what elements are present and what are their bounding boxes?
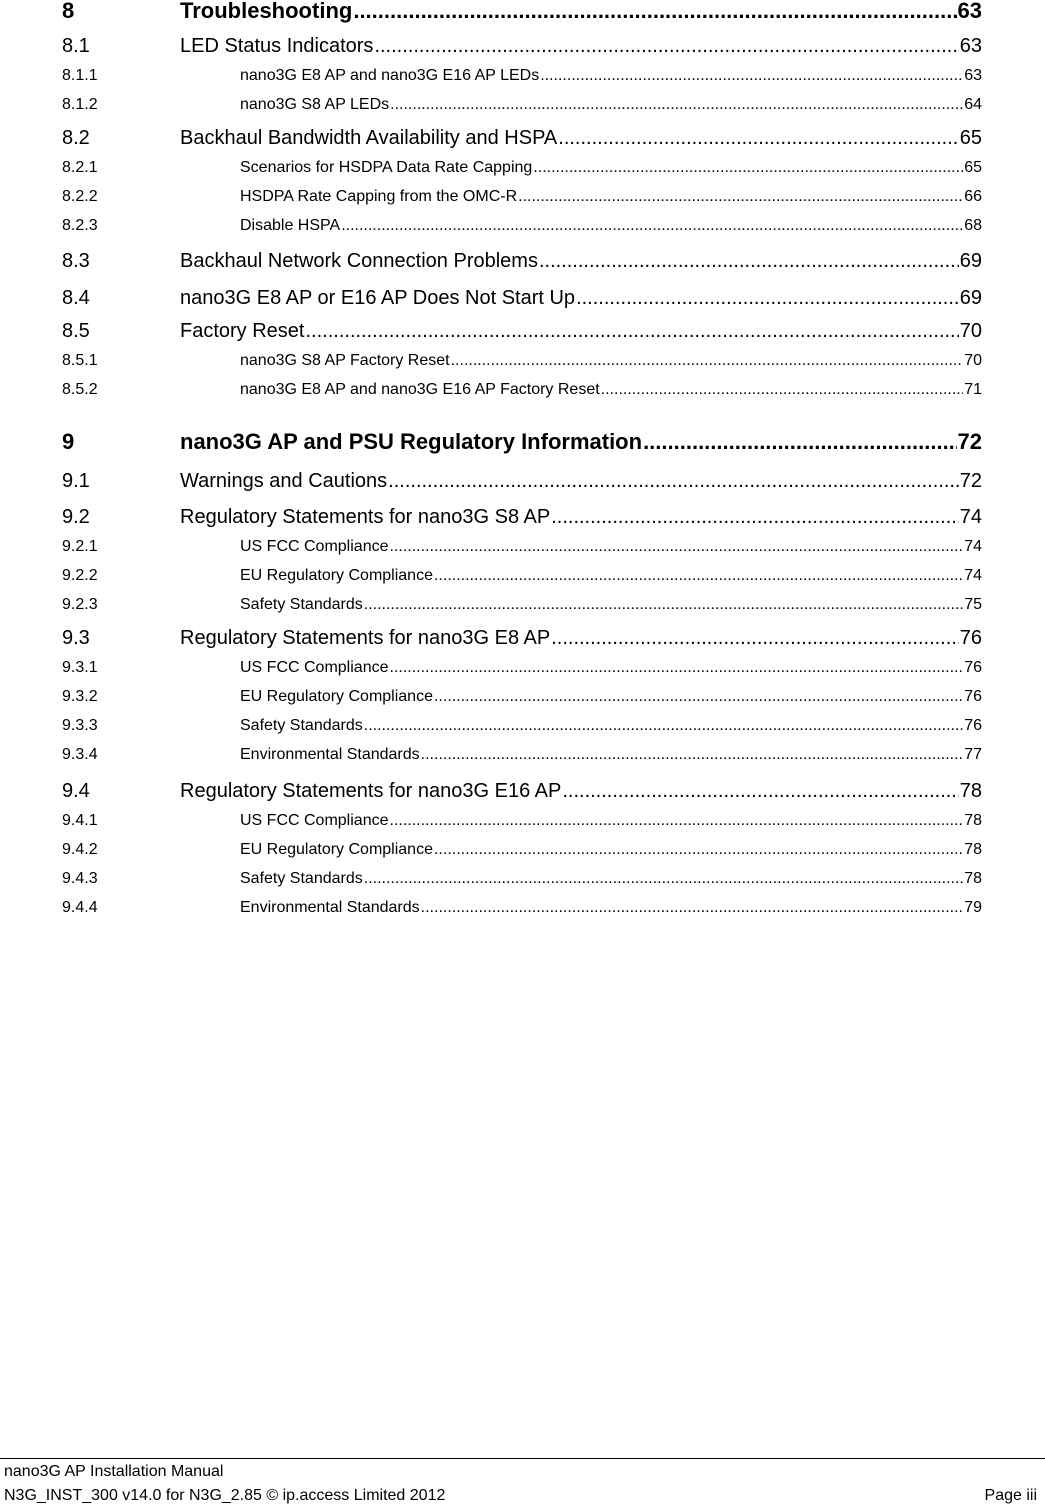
toc-entry-title: Backhaul Bandwidth Availability and HSPA [180, 127, 558, 149]
toc-entry[interactable] [62, 321, 982, 341]
toc-entry-title: Disable HSPA [240, 217, 341, 234]
toc-entry[interactable] [62, 471, 982, 491]
toc-leader-dots [305, 321, 958, 341]
toc-entry-number: 8.1.2 [62, 96, 98, 113]
toc-entry-title: nano3G AP and PSU Regulatory Information [180, 429, 643, 454]
toc-entry-title: Troubleshooting [180, 0, 353, 23]
toc-leader-dots [389, 660, 963, 676]
toc-entry[interactable] [62, 747, 982, 763]
toc-entry-number: 9.2 [62, 506, 90, 528]
toc-entry-page: 69 [959, 250, 982, 272]
toc-entry-number: 8.4 [62, 287, 90, 309]
toc-entry[interactable] [62, 568, 982, 584]
toc-leader-dots [353, 0, 956, 22]
toc-entry[interactable] [62, 842, 982, 858]
toc-entry-number: 9.3 [62, 627, 90, 649]
toc-entry-page: 78 [964, 870, 982, 887]
toc-entry[interactable] [62, 97, 982, 113]
toc-entry-number: 8 [62, 0, 75, 23]
toc-entry-title: Regulatory Statements for nano3G E8 AP [180, 627, 551, 649]
toc-entry-number: 8.5.1 [62, 352, 98, 369]
toc-entry-title: US FCC Compliance [240, 538, 389, 555]
toc-entry[interactable] [62, 660, 982, 676]
toc-entry-title: Safety Standards [240, 870, 363, 887]
page-footer [0, 1458, 1045, 1504]
toc-entry[interactable] [62, 288, 982, 308]
toc-entry[interactable] [62, 36, 982, 56]
toc-leader-dots [601, 382, 964, 398]
toc-entry[interactable] [62, 218, 982, 234]
toc-leader-dots [558, 128, 958, 148]
toc-leader-dots [421, 900, 964, 916]
toc-entry[interactable] [62, 251, 982, 271]
toc-entry-number: 9.3.2 [62, 688, 98, 705]
toc-entry-page: 74 [964, 567, 982, 584]
toc-entry[interactable] [62, 539, 982, 555]
toc-entry[interactable] [62, 189, 982, 205]
toc-entry-number: 8.1.1 [62, 67, 98, 84]
toc-entry-title: nano3G E8 AP and nano3G E16 AP LEDs [240, 67, 540, 84]
toc-entry[interactable] [62, 718, 982, 734]
toc-entry-title: Safety Standards [240, 717, 363, 734]
toc-entry-page: 78 [964, 812, 982, 829]
toc-entry-page: 76 [964, 717, 982, 734]
toc-entry-title: Environmental Standards [240, 746, 420, 763]
toc-entry-title: Factory Reset [180, 320, 305, 342]
toc-entry-page: 72 [959, 470, 982, 492]
toc-leader-dots [434, 568, 963, 584]
toc-leader-dots [364, 597, 963, 613]
toc-entry[interactable] [62, 597, 982, 613]
toc-leader-dots [389, 539, 963, 555]
toc-entry-page: 74 [964, 538, 982, 555]
toc-entry-title: EU Regulatory Compliance [240, 688, 433, 705]
toc-entry-page: 79 [964, 899, 982, 916]
toc-entry[interactable] [62, 507, 982, 527]
toc-entry[interactable] [62, 68, 982, 84]
toc-entry-title: nano3G S8 AP Factory Reset [240, 352, 450, 369]
toc-entry[interactable] [62, 0, 982, 22]
toc-leader-dots [434, 842, 963, 858]
toc-entry[interactable] [62, 128, 982, 148]
toc-leader-dots [451, 353, 964, 369]
toc-entry-page: 77 [964, 746, 982, 763]
toc-entry-page: 65 [959, 127, 982, 149]
toc-entry-page: 76 [964, 688, 982, 705]
footer-document-info: N3G_INST_300 v14.0 for N3G_2.85 © ip.access Limited 2012 [4, 1487, 446, 1504]
toc-entry-page: 76 [959, 627, 982, 649]
toc-entry-title: US FCC Compliance [240, 659, 389, 676]
toc-leader-dots [533, 160, 963, 176]
toc-entry[interactable] [62, 382, 982, 398]
toc-entry-number: 8.2.1 [62, 159, 98, 176]
footer-manual-title: nano3G AP Installation Manual [4, 1463, 224, 1480]
toc-entry-title: Backhaul Network Connection Problems [180, 250, 538, 272]
toc-entry-number: 9.4 [62, 780, 90, 802]
toc-entry-title: LED Status Indicators [180, 35, 374, 57]
toc-entry-page: 70 [959, 320, 982, 342]
toc-entry-number: 8.2 [62, 127, 90, 149]
toc-leader-dots [341, 218, 963, 234]
toc-leader-dots [540, 68, 963, 84]
toc-entry-number: 8.5.2 [62, 381, 98, 398]
toc-entry-title: EU Regulatory Compliance [240, 567, 433, 584]
toc-leader-dots [364, 871, 963, 887]
toc-entry-number: 9 [62, 429, 75, 454]
toc-entry-page: 65 [964, 159, 982, 176]
toc-entry-number: 9.4.2 [62, 841, 98, 858]
toc-entry-page: 66 [964, 188, 982, 205]
toc-leader-dots [390, 97, 963, 113]
toc-entry-page: 78 [959, 780, 982, 802]
toc-entry[interactable] [62, 900, 982, 916]
toc-entry[interactable] [62, 160, 982, 176]
toc-leader-dots [576, 288, 959, 308]
toc-entry-page: 63 [959, 35, 982, 57]
toc-entry[interactable] [62, 353, 982, 369]
toc-entry[interactable] [62, 431, 982, 453]
toc-entry-page: 63 [964, 67, 982, 84]
toc-entry[interactable] [62, 689, 982, 705]
toc-entry-page: 72 [957, 429, 982, 454]
toc-leader-dots [551, 628, 959, 648]
toc-entry-page: 75 [964, 596, 982, 613]
toc-entry-title: HSDPA Rate Capping from the OMC-R [240, 188, 518, 205]
toc-entry-page: 64 [964, 96, 982, 113]
toc-entry-number: 9.3.4 [62, 746, 98, 763]
toc-entry-number: 9.2.2 [62, 567, 98, 584]
toc-entry-page: 78 [964, 841, 982, 858]
toc-entry-number: 8.5 [62, 320, 90, 342]
toc-entry-title: Environmental Standards [240, 899, 420, 916]
toc-entry-page: 74 [959, 506, 982, 528]
toc-entry-number: 9.3.1 [62, 659, 98, 676]
toc-entry-page: 69 [959, 287, 982, 309]
toc-entry-page: 71 [964, 381, 982, 398]
toc-entry-page: 63 [957, 0, 982, 23]
toc-entry-title: nano3G S8 AP LEDs [240, 96, 390, 113]
toc-leader-dots [388, 471, 959, 491]
toc-entry-page: 68 [964, 217, 982, 234]
toc-entry-number: 9.1 [62, 470, 90, 492]
toc-entry-number: 9.4.4 [62, 899, 98, 916]
toc-entry-title: US FCC Compliance [240, 812, 389, 829]
toc-leader-dots [421, 747, 964, 763]
toc-entry-title: Scenarios for HSDPA Data Rate Capping [240, 159, 533, 176]
toc-entry[interactable] [62, 813, 982, 829]
toc-entry-number: 8.1 [62, 35, 90, 57]
toc-entry-number: 9.3.3 [62, 717, 98, 734]
toc-entry[interactable] [62, 781, 982, 801]
toc-entry-title: Warnings and Cautions [180, 470, 388, 492]
toc-entry-title: Regulatory Statements for nano3G S8 AP [180, 506, 551, 528]
toc-entry-number: 8.2.2 [62, 188, 98, 205]
toc-entry-number: 9.2.3 [62, 596, 98, 613]
toc-entry-number: 8.3 [62, 250, 90, 272]
toc-entry-number: 9.4.3 [62, 870, 98, 887]
toc-leader-dots [551, 507, 959, 527]
toc-leader-dots [518, 189, 963, 205]
toc-entry-title: Regulatory Statements for nano3G E16 AP [180, 780, 562, 802]
toc-leader-dots [434, 689, 963, 705]
footer-page-number: Page iii [984, 1487, 1037, 1504]
toc-entry-number: 9.4.1 [62, 812, 98, 829]
toc-entry-title: nano3G E8 AP and nano3G E16 AP Factory Reset [240, 381, 600, 398]
toc-leader-dots [643, 431, 956, 453]
toc-leader-dots [562, 781, 958, 801]
toc-leader-dots [364, 718, 963, 734]
toc-entry-number: 8.2.3 [62, 217, 98, 234]
toc-entry-page: 76 [964, 659, 982, 676]
toc-leader-dots [389, 813, 963, 829]
toc-entry[interactable] [62, 871, 982, 887]
toc-entry-title: nano3G E8 AP or E16 AP Does Not Start Up [180, 287, 576, 309]
toc-entry-title: EU Regulatory Compliance [240, 841, 433, 858]
toc-leader-dots [539, 251, 959, 271]
toc-entry-number: 9.2.1 [62, 538, 98, 555]
toc-entry-title: Safety Standards [240, 596, 363, 613]
toc-entry[interactable] [62, 628, 982, 648]
toc-entry-page: 70 [964, 352, 982, 369]
toc-leader-dots [374, 36, 958, 56]
